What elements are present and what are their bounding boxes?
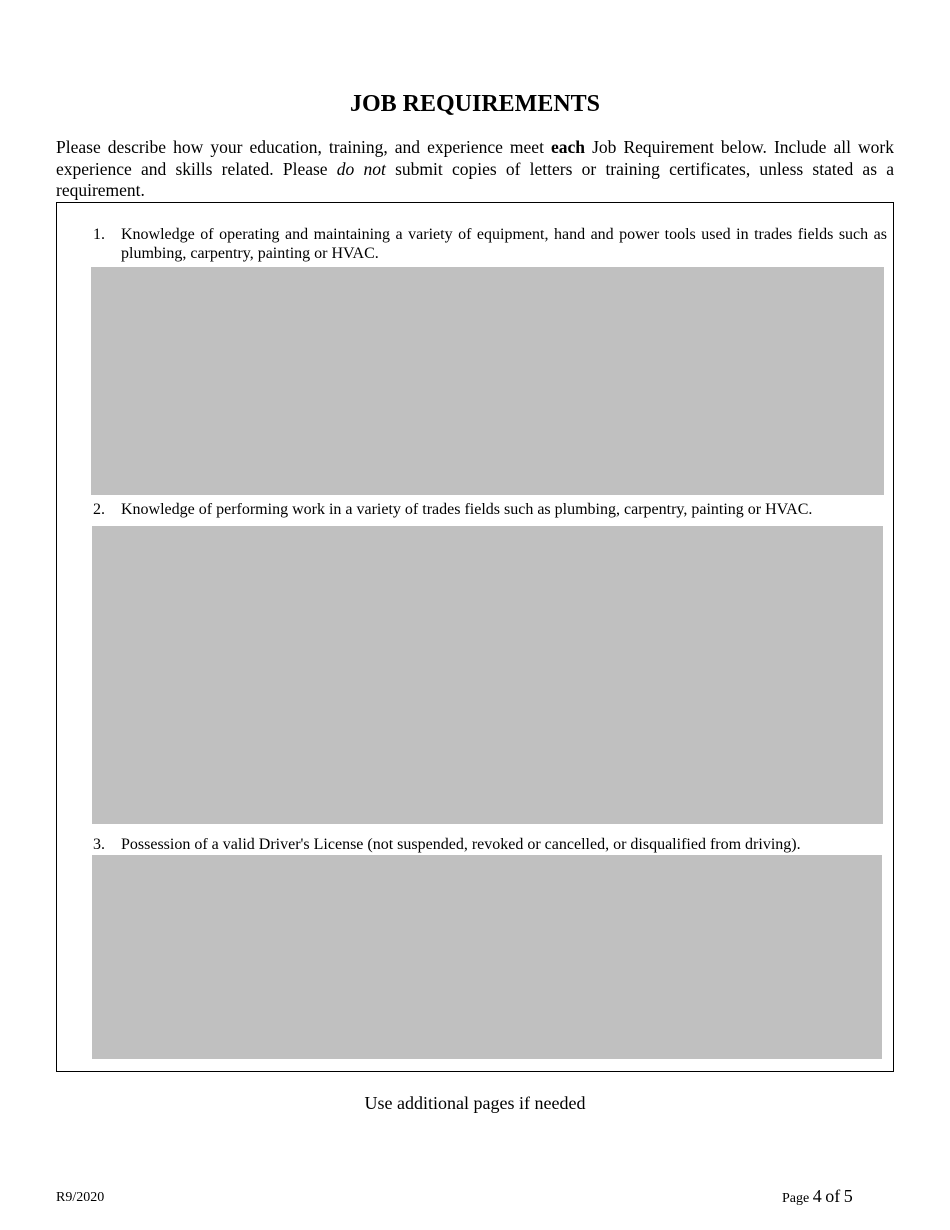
requirement-3-number: 3.: [93, 836, 105, 853]
requirement-1-text: Knowledge of operating and maintaining a variety of equipment, hand and power tools used in trades fields such as plumbing, carpentry, painting or HVAC.: [121, 226, 887, 262]
requirement-3-label: [57, 835, 893, 855]
requirement-2-text: Knowledge of performing work in a variety of trades fields such as plumbing, carpentry, painting or HVAC.: [121, 501, 813, 518]
additional-pages-note: Use additional pages if needed: [364, 1093, 586, 1113]
page-number: [782, 1186, 853, 1209]
page-title: JOB REQUIREMENTS: [349, 91, 601, 117]
requirement-2-label: [57, 500, 893, 520]
requirement-3-answer-field[interactable]: [92, 855, 882, 1059]
page-current: 4: [812, 1186, 822, 1206]
instructions-emphasis-each: each: [551, 137, 586, 157]
requirement-1-answer-field[interactable]: [91, 267, 884, 495]
requirement-2-answer-field[interactable]: [92, 526, 883, 824]
instructions-emphasis-do-not: do not: [336, 158, 386, 179]
instructions-paragraph: [56, 137, 894, 202]
page-total: 5: [843, 1186, 853, 1206]
requirement-3-text: Possession of a valid Driver's License (not suspended, revoked or cancelled, or disqualified from driving).: [121, 836, 801, 853]
instructions-text-3: submit copies of letters or training certificates, unless stated as a requirement.: [56, 158, 894, 200]
requirement-2-number: 2.: [93, 501, 105, 518]
instructions-text-1: Please describe how your education, training, and experience meet: [56, 137, 551, 157]
instructions-text-2: Job Requirement below. Include all work experience and skills related. Please: [56, 137, 895, 179]
revision-date: R9/2020: [56, 1190, 105, 1205]
requirement-1-label: [57, 225, 893, 265]
page-word: Page: [782, 1191, 810, 1206]
page-of: of: [825, 1186, 841, 1206]
requirements-box: [56, 202, 894, 1072]
requirement-1-number: 1.: [93, 226, 105, 243]
